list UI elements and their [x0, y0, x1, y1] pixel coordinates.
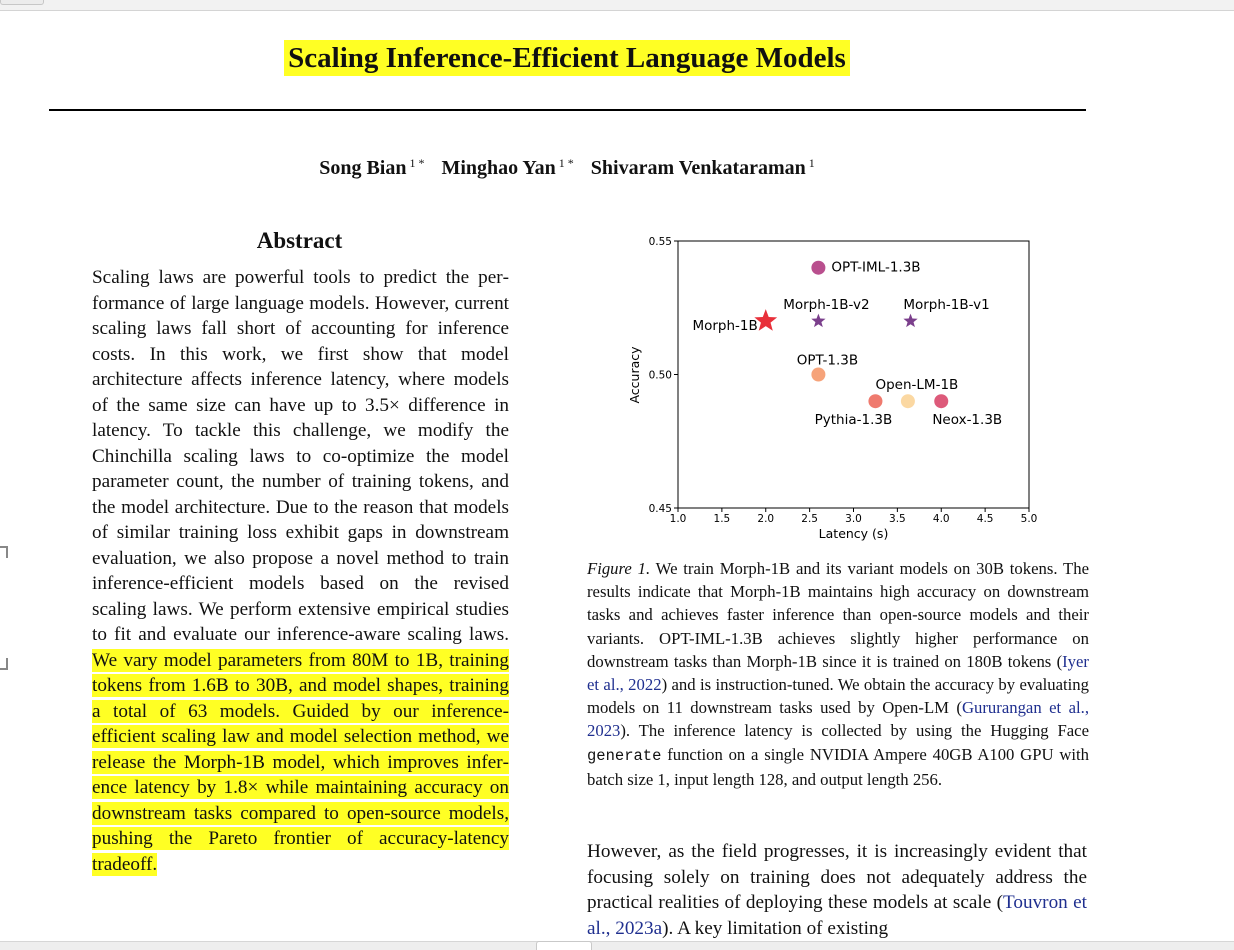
x-tick-label: 3.0 — [845, 513, 862, 525]
point-label-opt-iml-1-3b: OPT-IML-1.3B — [831, 259, 921, 276]
abstract-heading: Abstract — [256, 228, 343, 253]
author-affiliation: 1 — [808, 156, 815, 170]
point-opt-1-3b — [811, 368, 825, 382]
plot-frame — [678, 241, 1029, 508]
citation-link[interactable]: Touvron et al., 2023a — [587, 892, 1087, 939]
author-affiliation: 1 * — [409, 156, 425, 170]
citation-link[interactable]: Gururangan et al., 2023 — [587, 698, 1089, 741]
x-tick-label: 4.5 — [976, 513, 994, 525]
viewer-top-strip — [0, 0, 1234, 11]
point-neox-1-3b — [934, 394, 948, 408]
point-open-lm-1b — [901, 394, 915, 408]
x-tick-label: 1.5 — [713, 513, 731, 525]
x-tick-label: 5.0 — [1020, 513, 1038, 525]
latency-accuracy-scatter-chart — [620, 230, 1040, 545]
paper-title: Scaling Inference-Efficient Language Models — [0, 42, 1134, 75]
y-tick-label: 0.50 — [648, 369, 672, 382]
author-name: Shivaram Venkataraman — [590, 157, 806, 179]
caption-text: ) and is instruction-tuned. We obtain the accuracy by evaluating models on 11 downstream tasks used by Open-LM ( — [587, 675, 1089, 718]
point-label-morph-1b-v2: Morph-1B-v2 — [783, 297, 870, 314]
y-tick-label: 0.55 — [648, 236, 672, 248]
code-inline: generate — [587, 746, 662, 765]
viewer-top-tab[interactable] — [0, 0, 44, 5]
caption-text: ). The inference latency is collected by using the Hugging Face — [620, 721, 1089, 741]
point-label-morph-1b: Morph-1B — [692, 318, 758, 335]
point-label-opt-1-3b: OPT-1.3B — [796, 352, 859, 369]
body-paragraph — [587, 839, 1087, 941]
x-tick-label: 2.0 — [757, 513, 775, 525]
author-list — [0, 156, 1134, 180]
point-pythia-1-3b — [868, 394, 882, 408]
abstract-text: Scaling laws are powerful tools to predict the performance of large language models. However, current scaling laws fall short of accounting for inference costs. In this work, we first show that model architecture affects inference latency, where models of the same size can have up to 3.5× difference in latency. To tackle this challenge, we modify the Chinchilla scaling laws to co-optimize the model parameter count, the number of training tokens, and the model architecture. Due to the reason that models of similar training loss exhibit gaps in downstream evaluation, we also propose a novel method to train inference-efficient models based on the revised scaling laws. We perform extensive empirical studies to fit and evaluate our inference-aware scaling laws. — [92, 267, 509, 645]
x-tick-label: 3.5 — [889, 513, 906, 525]
abstract-highlighted-text: We vary model parameters from 80M to 1B, training tokens from 1.6B to 30B, and model shapes, training a total of 63 models. Guided by our inference-efficient scaling law and model selection method, we release the Morph-1B model, which improves inference latency by 1.8× while maintaining accuracy on downstream tasks compared to open-source models, pushing the Pareto frontier of accuracy-latency tradeoff. — [92, 649, 509, 875]
x-tick-label: 2.5 — [801, 513, 818, 525]
author-name: Song Bian — [319, 157, 407, 179]
title-rule — [49, 109, 1086, 111]
author-name: Minghao Yan — [441, 157, 556, 179]
body-text: ). A key limitation of existing — [662, 917, 889, 939]
x-tick-label: 4.0 — [932, 513, 950, 525]
caption-text: function on a single NVIDIA Ampere 40GB A100 GPU with batch size 1, input length 128, and output length 256. — [587, 744, 1089, 789]
point-label-morph-1b-v1: Morph-1B-v1 — [903, 297, 990, 314]
point-label-neox-1-3b: Neox-1.3B — [932, 412, 1003, 429]
point-label-pythia-1-3b: Pythia-1.3B — [814, 412, 893, 429]
author-affiliation: 1 * — [558, 156, 574, 170]
y-axis-label: Accuracy — [627, 346, 642, 404]
caption-text: We train Morph-1B and its variant models on 30B tokens. The results indicate that Morph-1B maintains high accuracy on downstream tasks and achieves faster inference than open-source models and their variants. OPT-IML-1.3B achieves slightly higher performance on downstream tasks than Morph-1B since it is trained on 180B tokens ( — [587, 559, 1089, 671]
left-edge-marker — [0, 658, 8, 670]
x-axis-label: Latency (s) — [818, 526, 889, 541]
abstract-body — [92, 265, 509, 877]
y-tick-label: 0.45 — [648, 503, 672, 515]
point-label-open-lm-1b: Open-LM-1B — [875, 377, 959, 394]
figure-label: Figure 1. — [587, 559, 651, 578]
body-text: However, as the field progresses, it is increasingly evident that focusing solely on training does not adequately address the practical realities of deploying these models at scale ( — [587, 841, 1087, 913]
x-tick-label: 1.0 — [669, 513, 687, 525]
point-opt-iml-1-3b — [811, 261, 825, 275]
citation-link[interactable]: Iyer et al., 2022 — [587, 651, 1089, 695]
figure-caption — [587, 557, 1089, 791]
left-edge-marker — [0, 546, 8, 558]
